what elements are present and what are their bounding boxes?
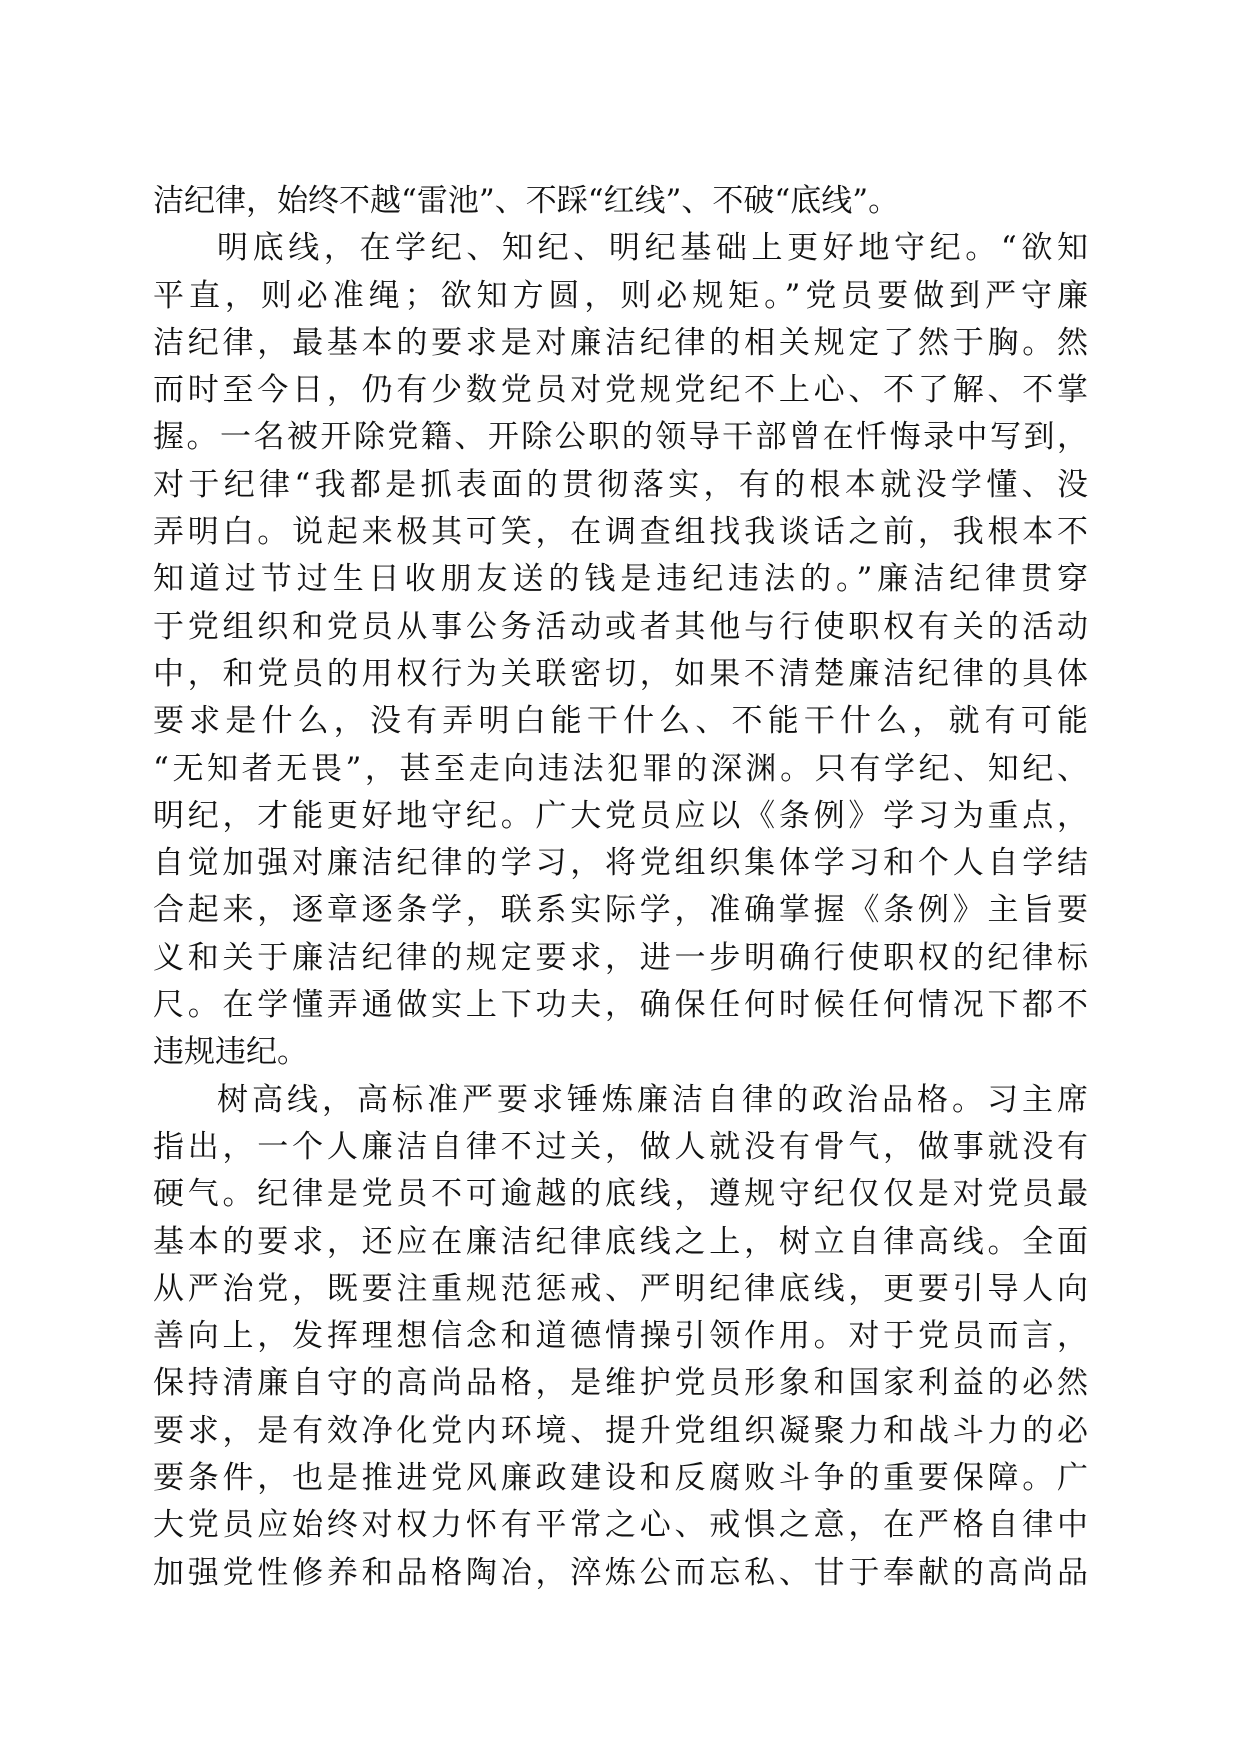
text-line: 于党组织和党员从事公务活动或者其他与行使职权有关的活动 [153,608,1088,645]
text-line: 从严治党，既要注重规范惩戒、严明纪律底线，更要引导人向 [153,1270,1088,1307]
text-line: 对于纪律“我都是抓表面的贯彻落实，有的根本就没学懂、没 [153,466,1088,503]
text-line: 要求是什么，没有弄明白能干什么、不能干什么，就有可能 [153,703,1088,740]
text-line: 明纪，才能更好地守纪。广大党员应以《条例》学习为重点， [153,797,1088,834]
text-line: 善向上，发挥理想信念和道德情操引领作用。对于党员而言， [153,1318,1088,1355]
text-line: 大党员应始终对权力怀有平常之心、戒惧之意，在严格自律中 [153,1507,1088,1544]
text-line: 合起来，逐章逐条学，联系实际学，准确掌握《条例》主旨要 [153,892,1088,929]
text-line: “无知者无畏”，甚至走向违法犯罪的深渊。只有学纪、知纪、 [153,750,1088,787]
text-line: 保持清廉自守的高尚品格，是维护党员形象和国家利益的必然 [153,1365,1088,1402]
text-line: 加强党性修养和品格陶冶，淬炼公而忘私、甘于奉献的高尚品 [153,1554,1088,1591]
text-line: 洁纪律，始终不越“雷池”、不踩“红线”、不破“底线”。 [153,183,900,219]
text-line: 义和关于廉洁纪律的规定要求，进一步明确行使职权的纪律标 [153,939,1088,976]
text-line: 自觉加强对廉洁纪律的学习，将党组织集体学习和个人自学结 [153,845,1088,882]
text-line: 硬气。纪律是党员不可逾越的底线，遵规守纪仅仅是对党员最 [153,1176,1088,1213]
text-line: 尺。在学懂弄通做实上下功夫，确保任何时候任何情况下都不 [153,987,1088,1024]
document-body [153,178,1088,1597]
text-line: 指出，一个人廉洁自律不过关，做人就没有骨气，做事就没有 [153,1128,1088,1165]
text-line: 握。一名被开除党籍、开除公职的领导干部曾在忏悔录中写到， [153,419,1088,456]
text-line: 知道过节过生日收朋友送的钱是违纪违法的。”廉洁纪律贯穿 [153,561,1088,598]
text-line: 平直，则必准绳；欲知方圆，则必规矩。”党员要做到严守廉 [153,277,1088,314]
text-line: 要条件，也是推进党风廉政建设和反腐败斗争的重要保障。广 [153,1460,1088,1497]
text-line: 而时至今日，仍有少数党员对党规党纪不上心、不了解、不掌 [153,372,1088,409]
text-line: 基本的要求，还应在廉洁纪律底线之上，树立自律高线。全面 [153,1223,1088,1260]
text-line: 要求，是有效净化党内环境、提升党组织凝聚力和战斗力的必 [153,1412,1088,1449]
text-line: 树高线，高标准严要求锤炼廉洁自律的政治品格。习主席 [217,1081,1088,1118]
text-line: 弄明白。说起来极其可笑，在调查组找我谈话之前，我根本不 [153,514,1088,551]
text-line: 中，和党员的用权行为关联密切，如果不清楚廉洁纪律的具体 [153,655,1088,692]
text-line: 违规违纪。 [153,1034,308,1071]
text-line: 明底线，在学纪、知纪、明纪基础上更好地守纪。“欲知 [217,230,1088,267]
text-line: 洁纪律，最基本的要求是对廉洁纪律的相关规定了然于胸。然 [153,324,1088,361]
